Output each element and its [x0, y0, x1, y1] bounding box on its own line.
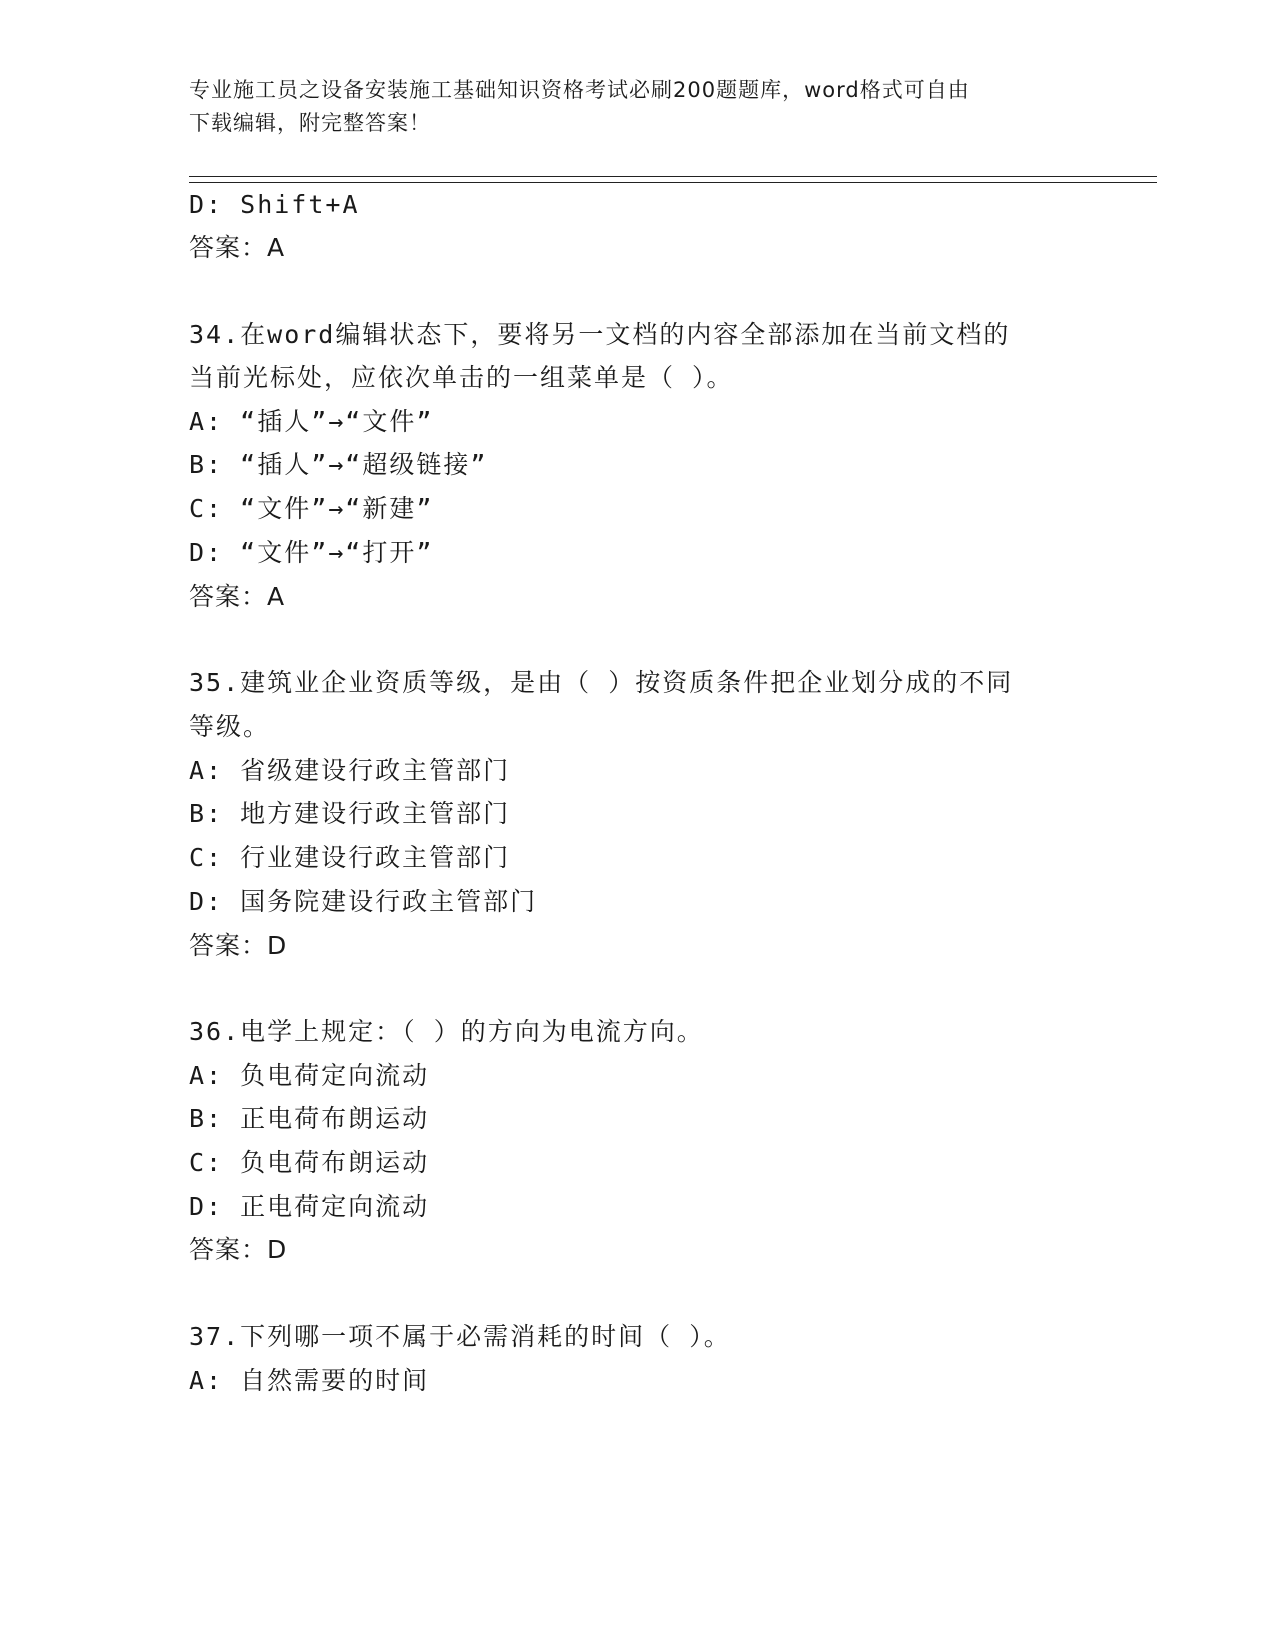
option-d: D: Shift+A: [189, 190, 360, 219]
option-c: C: “文件”→“新建”: [189, 494, 434, 523]
option-c: C: 行业建设行政主管部门: [189, 843, 511, 872]
option-a: A: 省级建设行政主管部门: [189, 756, 511, 785]
option-b: B: “插人”→“超级链接”: [189, 450, 488, 479]
option-b: B: 地方建设行政主管部门: [189, 799, 511, 828]
header-divider-bottom: [189, 182, 1157, 183]
header-line-2: 下载编辑，附完整答案！: [189, 111, 431, 135]
question-stem: 34.在word编辑状态下，要将另一文档的内容全部添加在当前文档的: [189, 320, 1011, 349]
answer: 答案：D: [189, 1235, 288, 1264]
option-c: C: 负电荷布朗运动: [189, 1148, 430, 1177]
question-stem-continued: 当前光标处，应依次单击的一组菜单是（ ）。: [189, 363, 734, 392]
question-stem: 35.建筑业企业资质等级，是由（ ）按资质条件把企业划分成的不同: [189, 668, 1014, 697]
header-line-1: 专业施工员之设备安装施工基础知识资格考试必刷200题题库，word格式可自由: [189, 78, 970, 102]
answer: 答案：D: [189, 931, 288, 960]
question-stem: 36.电学上规定：（ ）的方向为电流方向。: [189, 1017, 704, 1046]
option-d: D: “文件”→“打开”: [189, 538, 434, 567]
answer: 答案：A: [189, 582, 286, 611]
option-a: A: 自然需要的时间: [189, 1366, 430, 1395]
page-header: [189, 74, 1089, 140]
option-a: A: 负电荷定向流动: [189, 1061, 430, 1090]
option-d: D: 国务院建设行政主管部门: [189, 887, 538, 916]
question-stem-continued: 等级。: [189, 712, 271, 741]
option-a: A: “插人”→“文件”: [189, 407, 434, 436]
header-divider-top: [189, 176, 1157, 177]
option-d: D: 正电荷定向流动: [189, 1192, 430, 1221]
answer: 答案：A: [189, 233, 286, 262]
option-b: B: 正电荷布朗运动: [189, 1104, 430, 1133]
question-stem: 37.下列哪一项不属于必需消耗的时间（ ）。: [189, 1322, 731, 1351]
